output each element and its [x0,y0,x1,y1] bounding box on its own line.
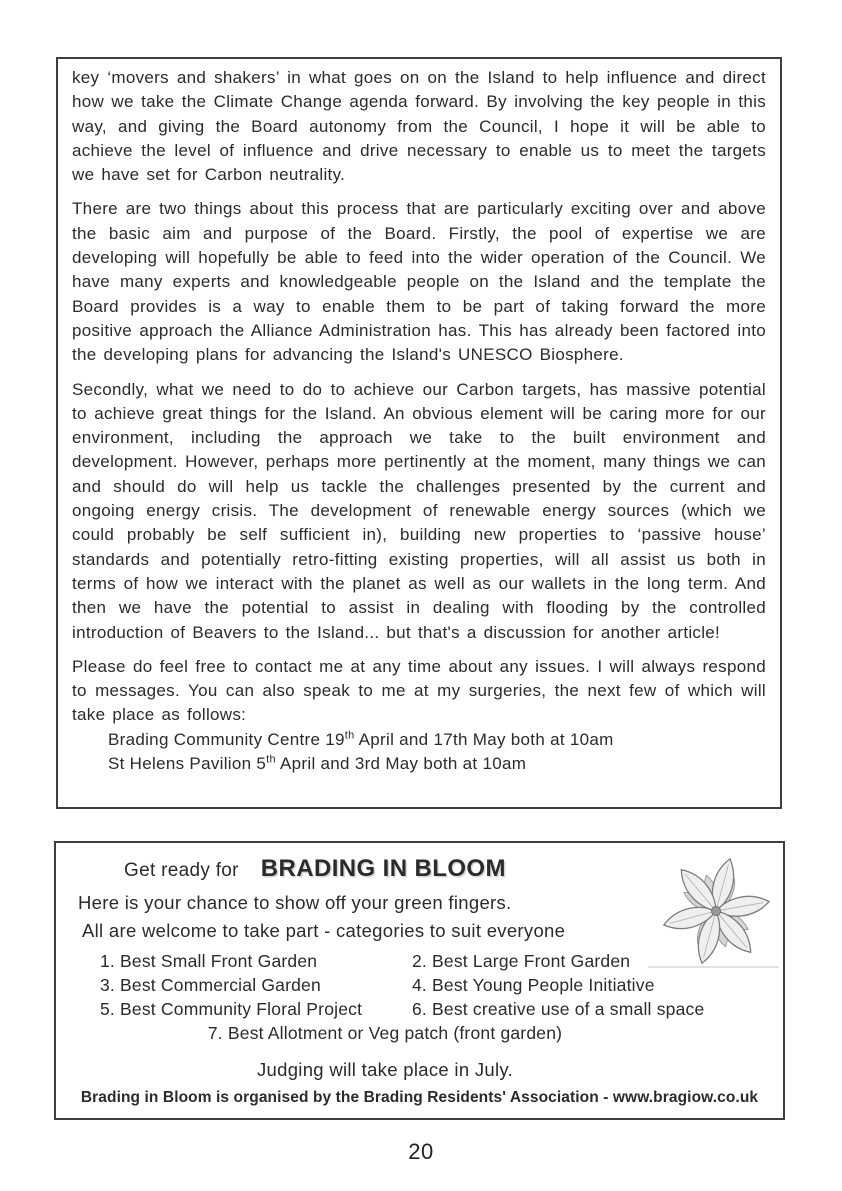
surgery-1-text: Brading Community Centre 19 [108,729,345,749]
bloom-intro-text: Get ready for [124,860,239,881]
category-item: 5. Best Community Floral Project [100,999,363,1019]
category-item: 4. Best Young People Initiative [412,975,655,995]
surgery-1-text-cont: April and 17th May both at 10am [354,729,614,749]
surgery-date-line-2 [72,752,766,776]
bloom-title: BRADING IN BLOOM [260,855,506,882]
flower-icon [646,849,781,979]
category-item: 3. Best Commercial Garden [100,975,321,995]
surgery-1-ordinal: th [344,729,355,742]
article-text-box [56,57,782,809]
surgery-2-text: St Helens Pavilion 5 [108,754,267,774]
category-item: 2. Best Large Front Garden [412,951,631,971]
category-item-last: 7. Best Allotment or Veg patch (front garden) [207,1023,563,1043]
bloom-footer-line: Brading in Bloom is organised by the Brading Residents' Association - www.bragiow.co.uk [80,1089,759,1106]
category-item: 6. Best creative use of a small space [412,999,705,1019]
bloom-line-green-fingers: Here is your chance to show off your green fingers. [78,892,512,913]
article-paragraph-1: key ‘movers and shakers’ in what goes on on the Island to help influence and direct how we take the Climate Change agenda forward. By involving the key people in this way, and giving the Board autonomy from the Council, I hope it will be able to achieve the level of influence and drive necessary to enable us to meet the targets we have set for Carbon neutrality. [72,68,766,185]
brading-in-bloom-box [54,841,785,1120]
bloom-judging-line: Judging will take place in July. [256,1059,514,1080]
article-paragraph-4: Please do feel free to contact me at any time about any issues. I will always respond to messages. You can also speak to me at my surgeries, the next few of which will take place as follows: [72,656,766,725]
article-paragraph-2: There are two things about this process that are particularly exciting over and above the basic aim and purpose of the Board. Firstly, the pool of expertise we are developing will hopefully be able to feed into the wider operation of the Council. We have many experts and knowledgeable people on the Island and the template the Board provides is a way to enable them to be part of taking forward the more positive approach the Alliance Administration has. This has already been factored into the developing plans for advancing the Island's UNESCO Biosphere. [72,199,766,365]
bloom-line-all-welcome: All are welcome to take part - categories to suit everyone [82,920,566,941]
surgery-2-ordinal: th [266,753,276,766]
article-paragraph-3: Secondly, what we need to do to achieve our Carbon targets, has massive potential to achieve great things for the Island. An obvious element will be caring more for our environment, including the approach we take to the built environment and development. However, perhaps more pertinently at the moment, many things we can and should do will help us tackle the challenges presented by the current and ongoing energy crisis. The development of renewable energy sources (which we could probably be self sufficient in), building new properties to ‘passive house’ standards and potentially retro-fitting existing properties, will all assist us both in terms of how we interact with the planet as well as our wallets in the long term. And then we have the potential to assist in dealing with flooding by the controlled introduction of Beavers to the Island... but that's a discussion for another article! [72,379,766,642]
page-number: 20 [408,1139,434,1164]
surgery-2-text-cont: April and 3rd May both at 10am [275,754,527,774]
surgery-date-line-1 [72,728,766,752]
category-item: 1. Best Small Front Garden [100,951,318,971]
